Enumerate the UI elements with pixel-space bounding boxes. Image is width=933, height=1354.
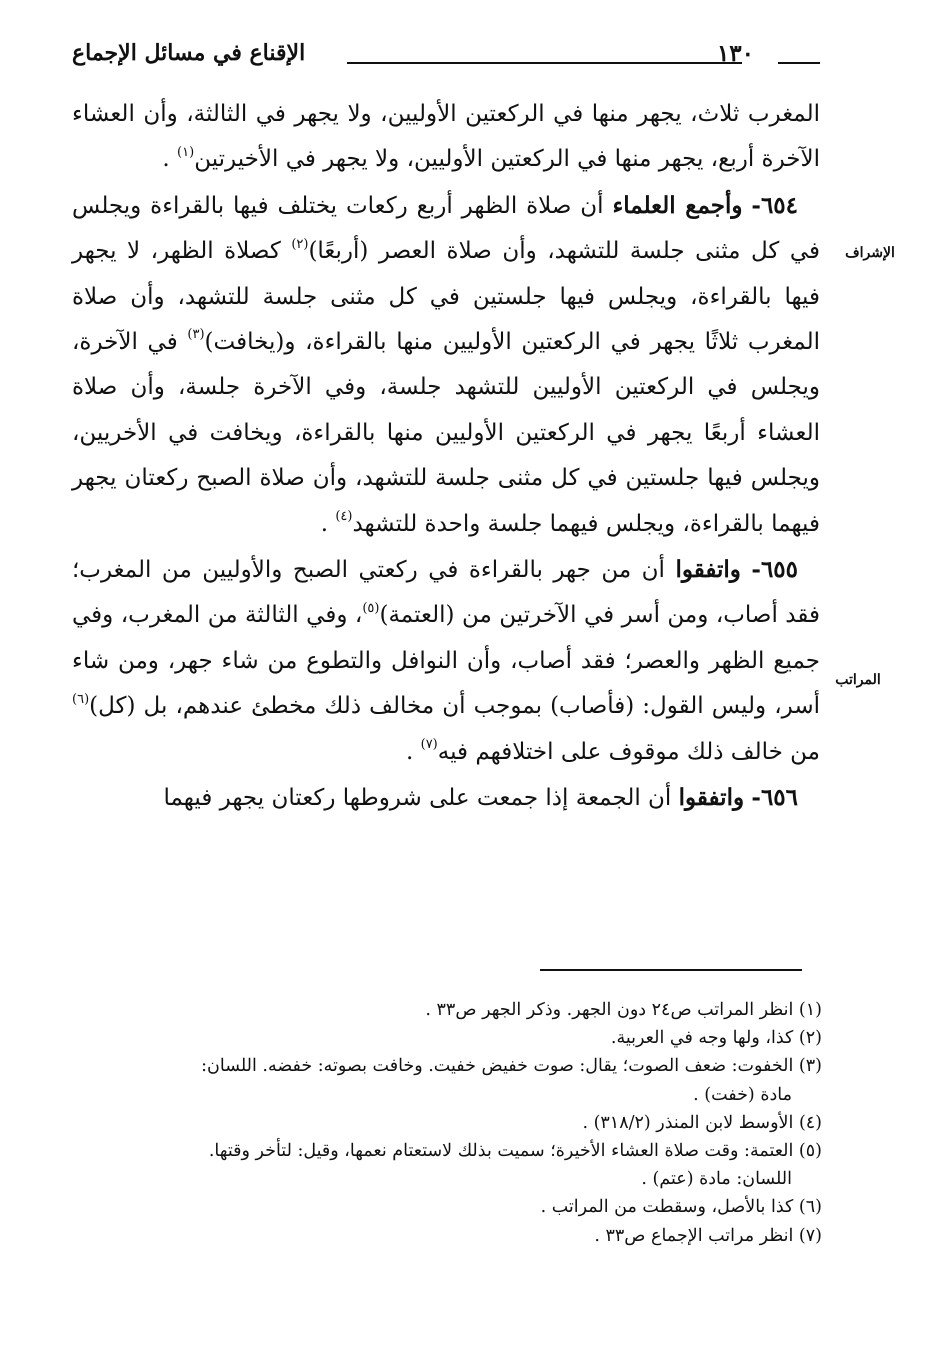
footnote: (٢) كذا، ولها وجه في العربية. [610, 1028, 822, 1049]
paragraph-text: كصلاة الظهر، لا يجهر فيها بالقراءة، ويجلس فيها جلستين في كل مثنى جلسة للتشهد، وأن صلاة المغرب ثلاثًا يجهر في الركعتين الأوليين منها بالقراءة، و(يخافت) [72, 238, 820, 356]
footnote-separator [540, 969, 802, 971]
paragraph-keyword: واتفقوا [675, 556, 741, 584]
paragraph-655: ٦٥٥- واتفقوا أن من جهر بالقراءة في ركعتي الصبح والأوليين من المغرب؛ فقد أصاب، ومن أسر في الآخرتين من (العتمة)$^{(٥)}$، وفي الثالثة من المغرب، وفي جميع الظهر والعصر؛ فقد أصاب، وأن النوافل والتطوع من شاء جهر، ومن شاء أسر، وليس القول: (فأصاب) بموجب أن مخالف ذلك مخطئ عندهم، بل (كل)$^{(٦)}$ من خالف ذلك موقوف على اختلافهم فيه$^{(٧)}$ . [72, 556, 820, 765]
footnotes [66, 996, 822, 1250]
margin-note-maratib: المراتب [835, 672, 881, 688]
footnote: (٥) العتمة: وقت صلاة العشاء الأخيرة؛ سميت بذلك لاستعتام نعمها، وقيل: لتأخر وقتها. [208, 1141, 822, 1162]
paragraph-text: ، وفي الثالثة من المغرب، وفي جميع الظهر والعصر؛ فقد أصاب، وأن النوافل والتطوع من شاء جهر، ومن شاء أسر، وليس القول: (فأصاب) بموجب أن مخالف ذلك مخطئ عندهم، بل (كل) [72, 602, 820, 720]
footnote-ref[interactable]: (١) [177, 144, 195, 160]
footnote-ref[interactable]: (٦) [72, 691, 90, 707]
paragraph-text: في الآخرة، ويجلس في الركعتين الأوليين للتشهد جلسة، وفي الآخرة جلسة، وأن صلاة العشاء أربعًا يجهر في الركعتين الأوليين منها بالقراءة، ويخافت في الأخريين، ويجلس فيها جلستين في كل مثنى جلسة للتشهد، وأن صلاة الصبح ركعتان يجهر فيهما بالقراءة، ويجلس فيهما جلسة واحدة للتشهد [72, 329, 820, 537]
paragraph-number: ٦٥٥- [751, 556, 799, 584]
footnote: (١) انظر المراتب ص٢٤ دون الجهر. وذكر الجهر ص٣٣ . [425, 1000, 822, 1020]
paragraph-keyword: واتفقوا [678, 784, 745, 812]
main-text [72, 92, 820, 822]
footnote-ref[interactable]: (٤) [335, 509, 353, 524]
footnote: (٣) الخفوت: ضعف الصوت؛ يقال: صوت خفيض خفيت. وخافت بصوته: خفضه. اللسان: [201, 1056, 822, 1077]
footnote-continuation: مادة (خفت) . [693, 1084, 792, 1105]
running-title: الإقناع في مسائل الإجماع [72, 40, 306, 66]
paragraph-656 [72, 775, 820, 821]
paragraph-text: أن صلاة الظهر أربع ركعات يختلف فيها بالقراءة ويجلس في كل مثنى جلسة للتشهد، وأن صلاة العصر (أربعًا) [72, 192, 820, 265]
paragraph-intro: المغرب ثلاث، يجهر منها في الركعتين الأوليين، ولا يجهر في الثالثة، وأن العشاء الآخرة أربع، يجهر منها في الركعتين الأوليين، ولا يجهر في الأخيرتين$^{(١)}$ . [72, 101, 820, 173]
paragraph-text: أن الجمعة إذا جمعت على شروطها ركعتان يجهر فيهما [163, 785, 672, 812]
paragraph-text: أن من جهر بالقراءة في ركعتي الصبح والأوليين من المغرب؛ فقد أصاب، ومن أسر في الآخرتين من (العتمة) [72, 557, 820, 629]
paragraph-keyword: وأجمع العلماء [612, 191, 743, 219]
footnote-continuation: اللسان: مادة (عتم) . [641, 1169, 792, 1190]
footnote: (٦) كذا بالأصل، وسقطت من المراتب . [540, 1197, 822, 1218]
page-header [72, 38, 820, 74]
paragraph-text: من خالف ذلك موقوف على اختلافهم فيه [437, 738, 820, 765]
footnote-ref[interactable]: (٥) [362, 600, 380, 616]
footnote: (٧) انظر مراتب الإجماع ص٣٣ . [594, 1225, 822, 1246]
header-rule-left [347, 62, 742, 64]
footnote-ref[interactable]: (٣) [187, 327, 205, 343]
footnote-ref[interactable]: (٢) [291, 236, 309, 252]
paragraph-number: ٦٥٦- [751, 784, 798, 812]
page-number: ١٣٠ [716, 40, 754, 67]
intro-text: المغرب ثلاث، يجهر منها في الركعتين الأوليين، ولا يجهر في الثالثة، وأن العشاء الآخرة أربع، يجهر منها في الركعتين الأوليين، ولا يجهر في الأخيرتين [72, 101, 820, 173]
footnote-ref[interactable]: (٧) [420, 737, 438, 753]
margin-note-ishraf: الإشراف [845, 245, 895, 261]
footnote: (٤) الأوسط لابن المنذر (٣١٨/٢) . [582, 1112, 822, 1133]
paragraph-number: ٦٥٤- [751, 191, 799, 219]
paragraph-654: ٦٥٤- وأجمع العلماء أن صلاة الظهر أربع ركعات يختلف فيها بالقراءة ويجلس في كل مثنى جلسة للتشهد، وأن صلاة العصر (أربعًا)$^{(٢)}$ كصلاة الظهر، لا يجهر فيها بالقراءة، ويجلس فيها جلستين في كل مثنى جلسة للتشهد، وأن صلاة المغرب ثلاثًا يجهر في الركعتين الأوليين منها بالقراءة، و(يخافت)$^{(٣)}$ في الآخرة، ويجلس في الركعتين الأوليين للتشهد جلسة، وفي الآخرة جلسة، وأن صلاة العشاء أربعًا يجهر في الركعتين الأوليين منها بالقراءة، ويخافت في الأخريين، ويجلس فيها جلستين في كل مثنى جلسة للتشهد، وأن صلاة الصبح ركعتان يجهر فيهما بالقراءة، ويجلس فيهما جلسة واحدة للتشهد$^{(٤)}$ . [72, 191, 820, 537]
header-rule-right [778, 62, 820, 64]
